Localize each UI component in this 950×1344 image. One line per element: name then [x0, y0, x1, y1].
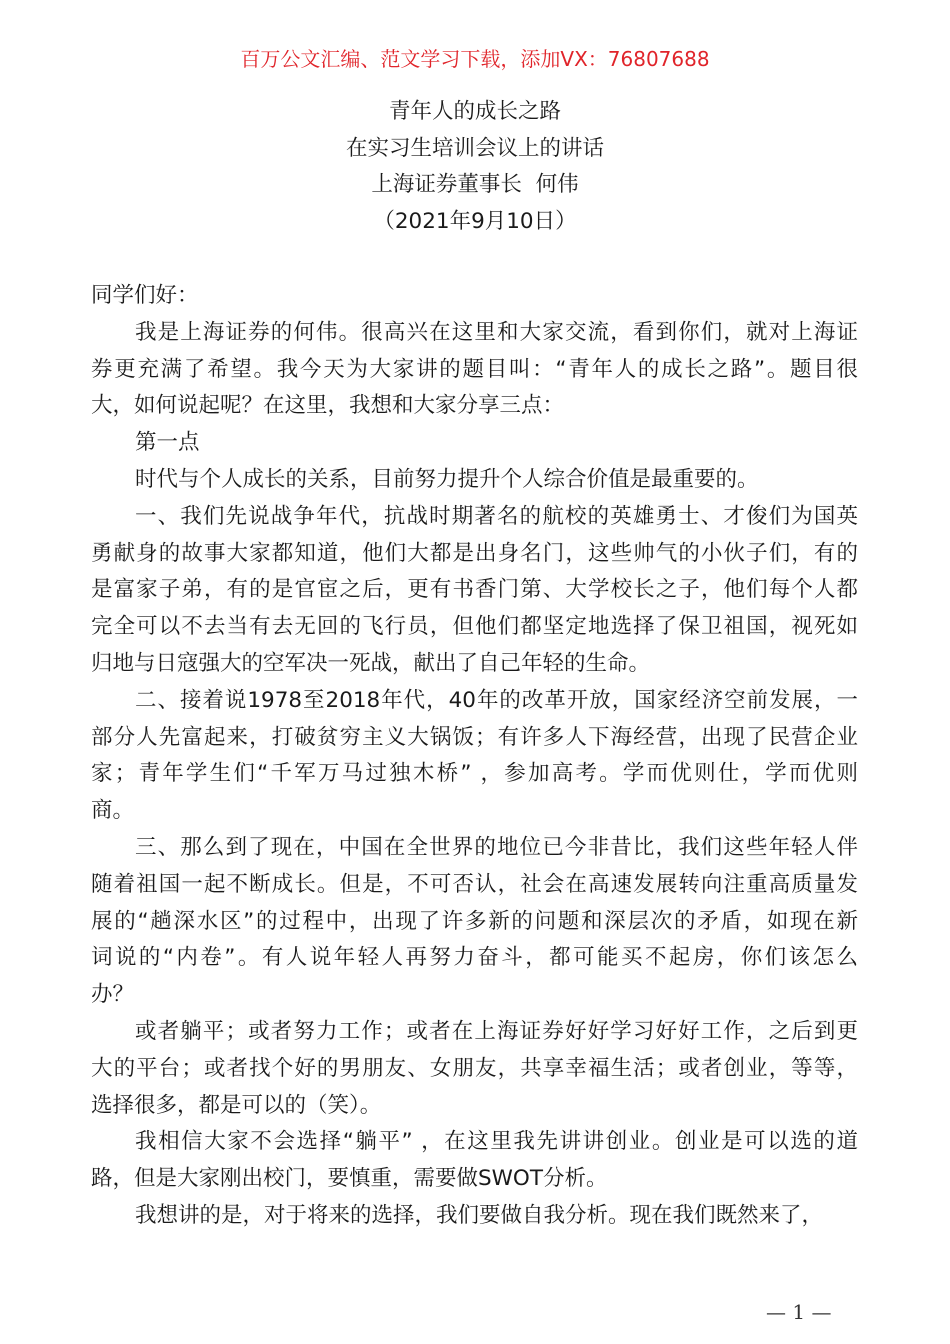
paragraph-line: 办？ [91, 982, 135, 1008]
paragraph-line: 一、我们先说战争年代，抗战时期著名的航校的英雄勇士、才俊们为国英 [135, 503, 858, 529]
paragraph-line: 同学们好： [91, 283, 199, 308]
paragraph-line: 我想讲的是，对于将来的选择，我们要做自我分析。现在我们既然来了， [135, 1202, 824, 1228]
page-number: — 1 — [766, 1300, 832, 1324]
paragraph-line: 我相信大家不会选择“躺平” ，在这里我先讲讲创业。创业是可以选的道 [135, 1129, 858, 1155]
speech-date: （2021年9月10日） [373, 209, 577, 235]
paragraph [91, 315, 858, 425]
paragraph [91, 830, 858, 1014]
paragraph [91, 278, 858, 315]
document-header [0, 94, 950, 241]
paragraph-line: 家；青年学生们“千军万马过独木桥” ，参加高考。学而优则仕，学而优则 [91, 761, 858, 787]
paragraph-line: 勇献身的故事大家都知道，他们大都是出身名门，这些帅气的小伙子们，有的 [91, 540, 858, 566]
paragraph-line: 完全可以不去当有去无回的飞行员，但他们都坚定地选择了保卫祖国，视死如 [91, 614, 858, 640]
paragraph-line: 部分人先富起来，打破贫穷主义大锅饭；有许多人下海经营，出现了民营企业 [91, 724, 858, 750]
paragraph [91, 1124, 858, 1198]
paragraph-line: 归地与日寇强大的空军决一死战，献出了自己年轻的生命。 [91, 650, 651, 676]
paragraph-line: 词说的“内卷”。有人说年轻人再努力奋斗，都可能买不起房，你们该怎么 [91, 945, 858, 971]
paragraph-line: 大，如何说起呢？在这里，我想和大家分享三点： [91, 393, 565, 419]
paragraph-line: 或者躺平；或者努力工作；或者在上海证券好好学习好好工作，之后到更 [135, 1018, 858, 1044]
paragraph-line: 三、那么到了现在，中国在全世界的地位已今非昔比，我们这些年轻人伴 [135, 834, 858, 860]
paragraph-line: 选择很多，都是可以的（笑）。 [91, 1092, 382, 1118]
paragraph [91, 462, 858, 499]
paragraph-line: 商。 [91, 798, 135, 824]
paragraph [91, 1198, 858, 1235]
document-title: 青年人的成长之路 [388, 99, 561, 124]
paragraph [91, 1014, 858, 1124]
paragraph-line: 券更充满了希望。我今天为大家讲的题目叫：“青年人的成长之路”。题目很 [91, 356, 858, 382]
paragraph-line: 第一点 [135, 430, 200, 456]
paragraph-line: 二、接着说1978至2018年代，40年的改革开放，国家经济空前发展，一 [135, 687, 858, 713]
paragraph-line: 时代与个人成长的关系，目前努力提升个人综合价值是最重要的。 [135, 466, 759, 492]
paragraph-line: 我是上海证券的何伟。很高兴在这里和大家交流，看到你们，就对上海证 [135, 319, 858, 345]
document-body [91, 278, 858, 1235]
paragraph [91, 683, 858, 830]
paragraph-line: 随着祖国一起不断成长。但是，不可否认，社会在高速发展转向注重高质量发 [91, 871, 858, 897]
watermark-banner: 百万公文汇编、范文学习下载，添加VX：76807688 [240, 47, 710, 71]
paragraph-line: 大的平台；或者找个好的男朋友、女朋友，共享幸福生活；或者创业，等等， [91, 1055, 858, 1081]
paragraph-line: 是富家子弟，有的是官宦之后，更有书香门第、大学校长之子，他们每个人都 [91, 577, 858, 603]
paragraph-line: 展的“趟深水区”的过程中，出现了许多新的问题和深层次的矛盾，如现在新 [91, 908, 858, 934]
paragraph [91, 499, 858, 683]
paragraph [91, 425, 858, 462]
speaker-line: 上海证券董事长 何伟 [371, 172, 579, 198]
document-subtitle: 在实习生培训会议上的讲话 [345, 135, 604, 161]
paragraph-line: 路，但是大家刚出校门，要慎重，需要做SWOT分析。 [91, 1166, 608, 1192]
